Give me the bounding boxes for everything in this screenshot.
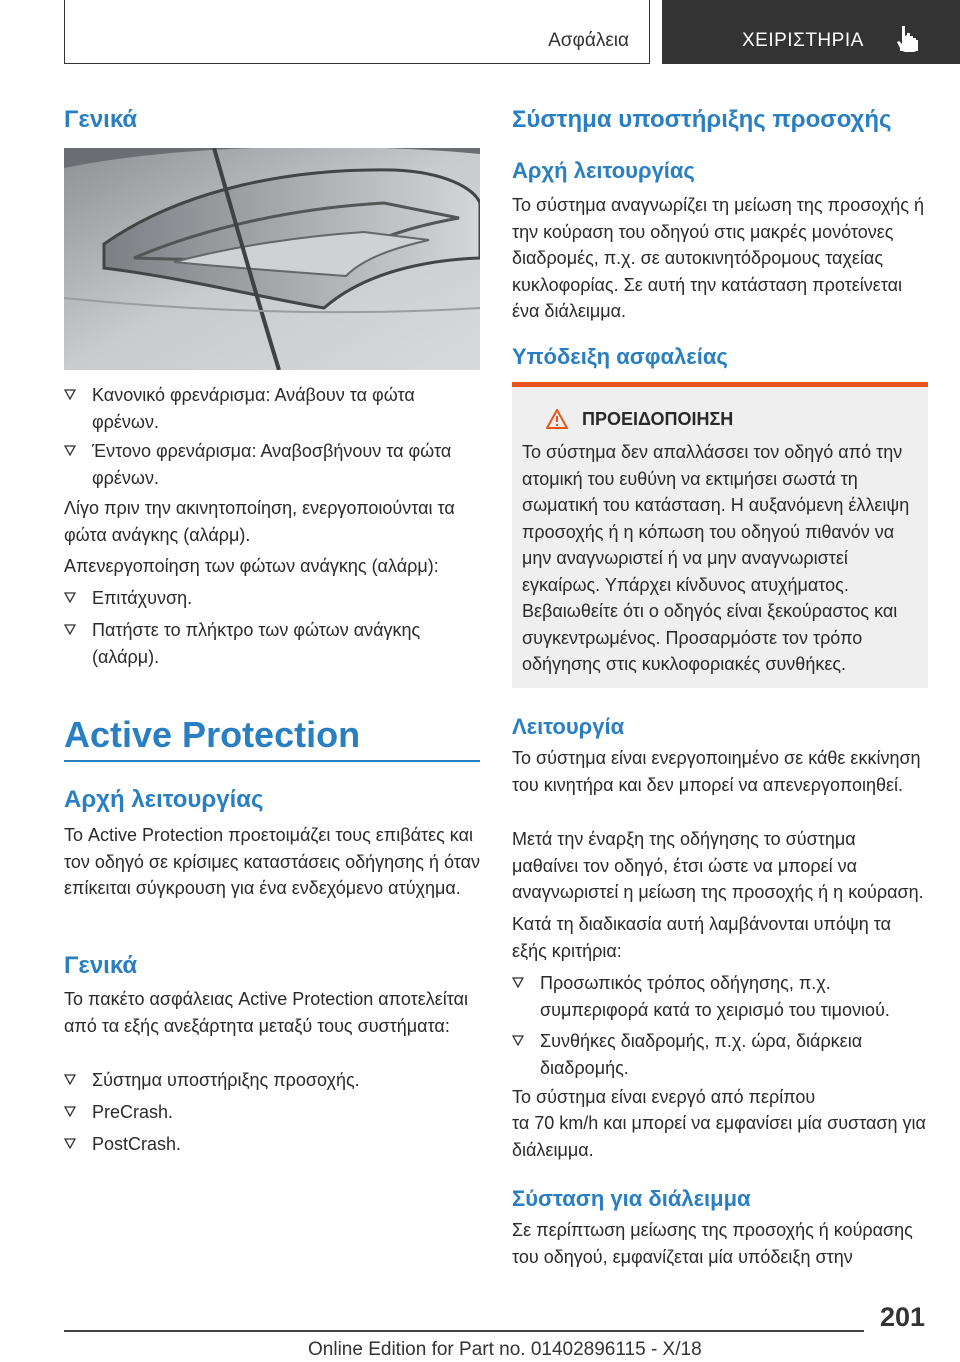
paragraph-principle-right: Το σύστημα αναγνωρίζει τη μείωση της προσοχής ή την κούραση του οδηγού στις μακρές μονότονες διαδρομές, π.χ. σε αυτοκινητόδρομους ταχείας κυκλοφορίας. Σε αυτή την κατάσταση προτείνεται ένα διάλειμμα. (512, 195, 924, 321)
heading-principle: Αρχή λειτουργίας (64, 786, 264, 813)
bullet-triangle-icon (64, 1073, 76, 1085)
heading-safety-note: Υπόδειξη ασφαλείας (512, 344, 728, 369)
footer-divider (64, 1330, 864, 1332)
heading-general: Γενικά (64, 106, 138, 133)
warning-triangle-icon (546, 409, 568, 429)
heading-break-recommendation: Σύσταση για διάλειμμα (512, 1186, 751, 1211)
paragraph-hazard-off: Απενεργοποίηση των φώτων ανάγκης (αλάρμ): (64, 556, 439, 576)
heading-principle-right: Αρχή λειτουργίας (512, 158, 695, 183)
heading-function: Λειτουργία (512, 714, 625, 739)
paragraph-function-4b: τα 70 km/h και μπορεί να εμφανίσει μία συσταση για διάλειμμα. (512, 1113, 926, 1160)
heading-attention-assistant: Σύστημα υποστήριξης προσοχής (512, 106, 892, 133)
section-divider (64, 760, 480, 762)
bullet-triangle-icon (64, 1105, 76, 1117)
footer-edition: Online Edition for Part no. 01402896115 - X/18 (308, 1339, 702, 1360)
bullet-triangle-icon (64, 623, 76, 635)
header-section-title: Ασφάλεια (548, 30, 629, 51)
paragraph-function-1: Το σύστημα είναι ενεργοποιημένο σε κάθε εκκίνηση του κινητήρα και δεν μπορεί να απενεργοποιηθεί. (512, 748, 921, 795)
warning-text: Το σύστημα δεν απαλλάσσει τον οδηγό από την ατομική του ευθύνη να εκτιμήσει σωστά τη σωματική του κατάσταση. Η αυξανόμενη έλλειψη προσοχής ή η κόπωση του οδηγού πιθανόν να μην αναγνωριστεί ή να μην αναγνωριστεί εγκαίρως. Υπάρχει κίνδυνος ατυχήματος. Βεβαιωθείτε ότι ο οδηγός είναι ξεκούραστος και συγκεντρωμένος. Προσαρμόστε τον τρόπο οδήγησης στις κυκλοφοριακές συνθήκες. (522, 442, 910, 674)
header-manual-tab (662, 0, 960, 64)
header-manual-label: ΧΕΙΡΙΣΤΗΡΙΑ (742, 30, 864, 51)
paragraph-break: Σε περίπτωση μείωσης της προσοχής ή κούρασης του οδηγού, εμφανίζεται μία υπόδειξη στην (512, 1220, 913, 1267)
paragraph-general-2: Το πακέτο ασφάλειας Active Protection αποτελείται από τα εξής ανεξάρτητα μεταξύ τους συστήματα: (64, 989, 468, 1036)
bullet-triangle-icon (512, 1034, 524, 1046)
paragraph-function-2: Μετά την έναρξη της οδήγησης το σύστημα μαθαίνει τον οδηγό, έτσι ώστε να μπορεί να αναγνωριστεί η μείωση της προσοχής ή η κούραση. (512, 829, 924, 902)
bullet-triangle-icon (64, 1137, 76, 1149)
bullet-triangle-icon (64, 444, 76, 456)
bullet-triangle-icon (64, 591, 76, 603)
section-title-active-protection: Active Protection (64, 714, 361, 755)
car-taillight-image (64, 148, 480, 370)
bullet-triangle-icon (512, 976, 524, 988)
list-item: Κανονικό φρενάρισμα: Ανάβουν τα φώτα φρένων. (64, 382, 480, 436)
paragraph-principle: Το Active Protection προετοιμάζει τους επιβάτες και τον οδηγό σε κρίσιμες καταστάσεις οδήγησης ή όταν επίκειται σύγκρουση για ένα ενδεχόμενο ατύχημα. (64, 825, 480, 898)
warning-title: ΠΡΟΕΙΔΟΠΟΙΗΣΗ (582, 409, 734, 429)
paragraph-function-3: Κατά τη διαδικασία αυτή λαμβάνονται υπόψη τα εξής κριτήρια: (512, 914, 892, 961)
page-number: 201 (880, 1302, 926, 1332)
bullet-triangle-icon (64, 388, 76, 400)
warning-box (512, 382, 928, 688)
paragraph-function-4a: Το σύστημα είναι ενεργό από περίπου (512, 1087, 816, 1107)
paragraph-hazard-on: Λίγο πριν την ακινητοποίηση, ενεργοποιούνται τα φώτα ανάγκης (αλάρμ). (64, 498, 455, 545)
header-section-box (64, 0, 650, 64)
taillight-illustration (64, 148, 480, 370)
list-item: Έντονο φρενάρισμα: Αναβοσβήνουν τα φώτα φρένων. (64, 438, 480, 492)
heading-general-2: Γενικά (64, 952, 138, 979)
pointing-hand-icon (896, 24, 922, 52)
